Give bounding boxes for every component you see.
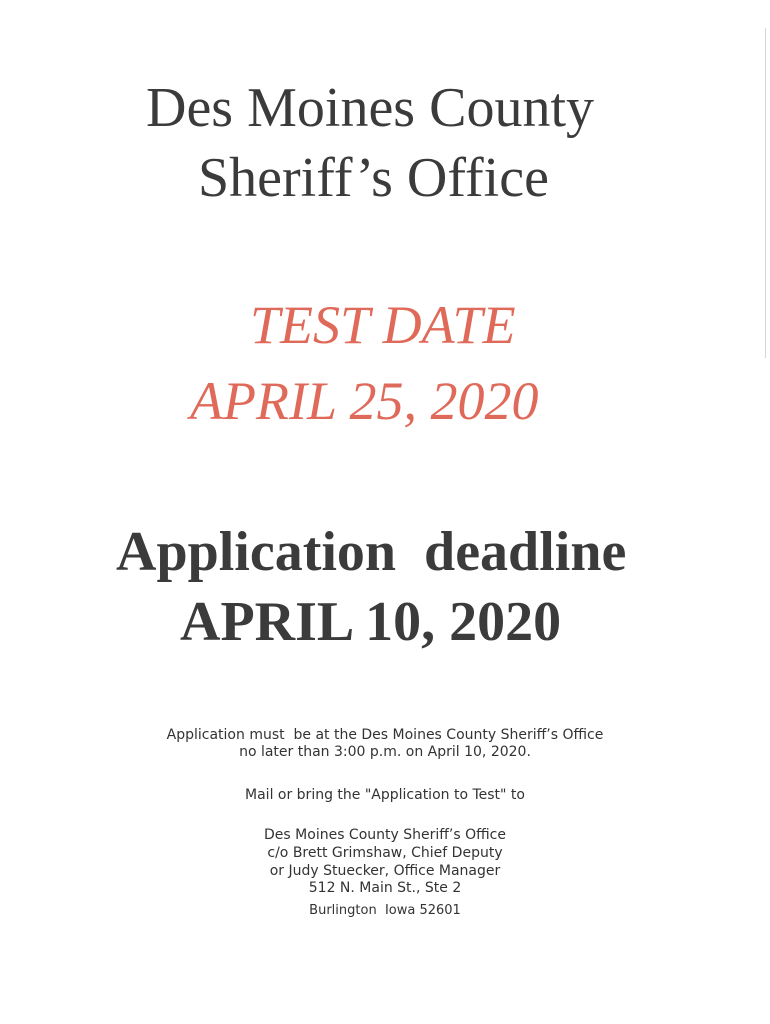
title-line-1: Des Moines County: [146, 77, 594, 139]
deadline-label: Application deadline: [116, 521, 627, 583]
address-line-3: or Judy Stuecker, Office Manager: [269, 863, 501, 879]
address-line-4: 512 N. Main St., Ste 2: [308, 880, 462, 896]
instruction-line-2: no later than 3:00 p.m. on April 10, 2020.: [239, 744, 531, 760]
instruction-line-1: Application must be at the Des Moines County Sheriff’s Office: [166, 727, 604, 743]
test-date-label: TEST DATE: [250, 295, 516, 355]
address-line-5: Burlington Iowa 52601: [309, 903, 461, 918]
title-line-2: Sheriff’s Office: [198, 147, 549, 209]
instruction-line-3: Mail or bring the "Application to Test" to: [245, 787, 525, 803]
test-date-value: APRIL 25, 2020: [190, 371, 539, 431]
address-line-2: c/o Brett Grimshaw, Chief Deputy: [267, 845, 503, 861]
address-line-1: Des Moines County Sheriff’s Office: [264, 827, 506, 843]
deadline-date: APRIL 10, 2020: [180, 591, 562, 653]
page-edge-rule: [765, 28, 766, 358]
